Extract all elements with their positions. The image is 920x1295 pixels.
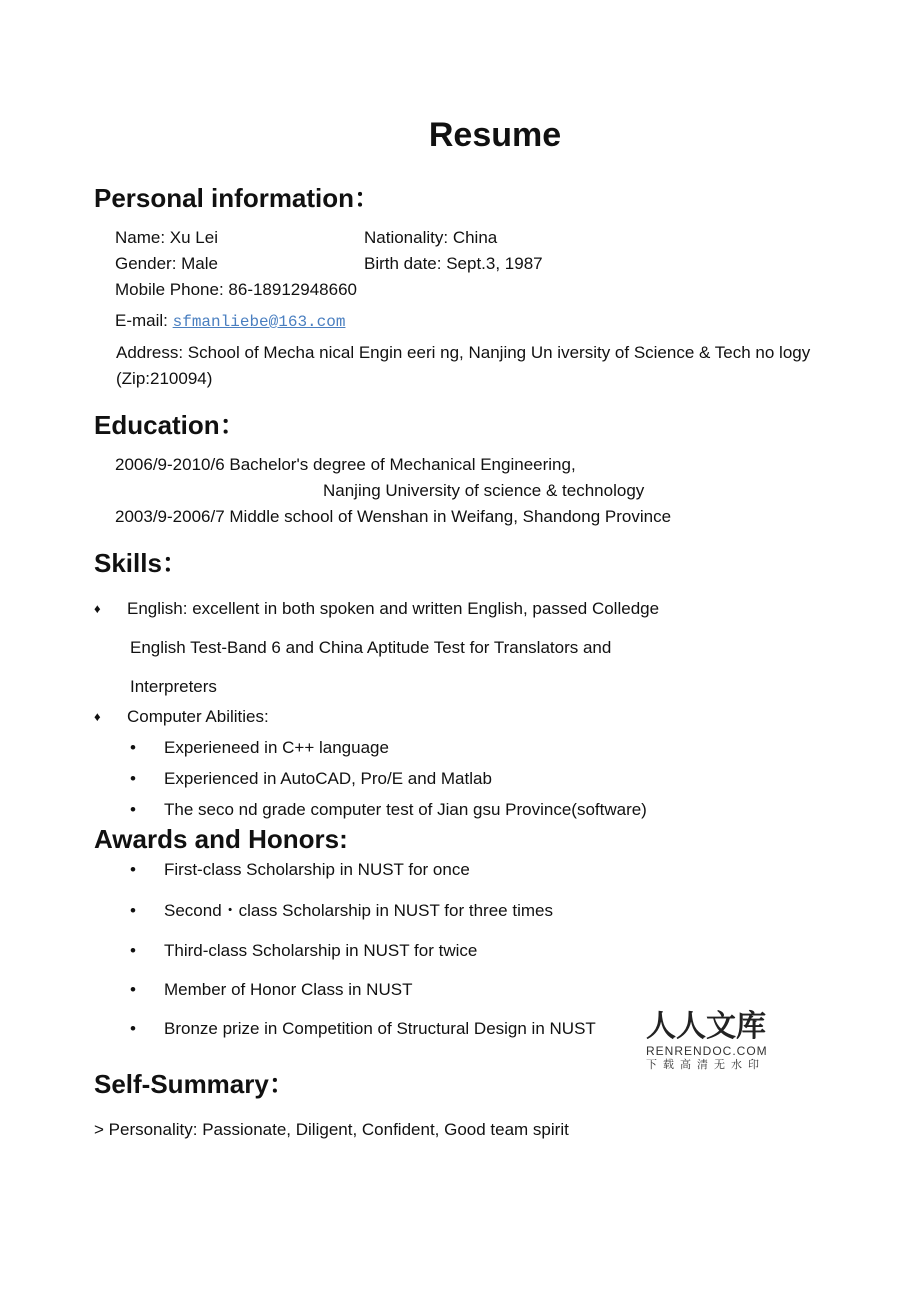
computer-abilities-label: Computer Abilities:: [127, 707, 269, 726]
watermark-sub-text: 下载高清无水印: [646, 1059, 765, 1071]
education-heading: Education：: [94, 410, 246, 440]
skill-english-line-3: Interpreters: [130, 677, 217, 696]
bullet-dot: •: [130, 738, 136, 757]
diamond-bullet: ♦: [94, 601, 101, 616]
name-field: Name: Xu Lei: [115, 228, 218, 247]
personal-info-heading: Personal information：: [94, 183, 381, 213]
bullet-dot: •: [130, 980, 136, 999]
award-item: Second・class Scholarship in NUST for three times: [164, 901, 553, 920]
mobile-field: Mobile Phone: 86-18912948660: [115, 280, 357, 299]
watermark-en-text: RENRENDOC.COM: [646, 1044, 768, 1058]
bullet-dot: •: [130, 769, 136, 788]
email-row: [115, 311, 345, 332]
diamond-bullet: ♦: [94, 709, 101, 724]
skills-heading: Skills：: [94, 548, 188, 578]
computer-item: Experienced in AutoCAD, Pro/E and Matlab: [164, 769, 492, 788]
watermark-cn-text: 人人文库: [646, 1009, 766, 1044]
skill-english-line-1: English: excellent in both spoken and written English, passed Colledge: [127, 599, 660, 618]
award-item: Member of Honor Class in NUST: [164, 980, 413, 999]
bullet-dot: •: [130, 1019, 136, 1038]
bullet-dot: •: [130, 860, 136, 879]
watermark-logo: [646, 1010, 774, 1072]
address-line-1: Address: School of Mecha nical Engin eeri ng, Nanjing Un iversity of Science & Tech no logy: [116, 343, 811, 362]
email-link[interactable]: sfmanliebe@163.com: [172, 313, 346, 331]
award-item: First-class Scholarship in NUST for once: [164, 860, 470, 879]
computer-item: Experieneed in C++ language: [164, 738, 389, 757]
self-summary-heading: Self-Summary：: [94, 1069, 295, 1099]
personality-line: > Personality: Passionate, Diligent, Confident, Good team spirit: [94, 1120, 569, 1139]
education-line-3: 2003/9-2006/7 Middle school of Wenshan in Weifang, Shandong Province: [115, 507, 672, 526]
bullet-dot: •: [130, 901, 136, 920]
bullet-dot: •: [130, 800, 136, 819]
page-title: Resume: [428, 116, 562, 154]
email-label: E-mail:: [115, 311, 173, 330]
computer-item: The seco nd grade computer test of Jian gsu Province(software): [164, 800, 647, 819]
gender-field: Gender: Male: [115, 254, 218, 273]
award-item: Bronze prize in Competition of Structural Design in NUST: [164, 1019, 596, 1038]
education-line-1: 2006/9-2010/6 Bachelor's degree of Mechanical Engineering,: [115, 455, 576, 474]
award-item: Third-class Scholarship in NUST for twice: [164, 941, 478, 960]
awards-heading: Awards and Honors:: [94, 824, 348, 854]
birth-date-field: Birth date: Sept.3, 1987: [364, 254, 543, 273]
bullet-dot: •: [130, 941, 136, 960]
skill-english-line-2: English Test-Band 6 and China Aptitude Test for Translators and: [130, 638, 612, 657]
nationality-field: Nationality: China: [364, 228, 498, 247]
education-line-2: Nanjing University of science & technology: [323, 481, 645, 500]
address-line-2: (Zip:210094): [116, 369, 213, 388]
